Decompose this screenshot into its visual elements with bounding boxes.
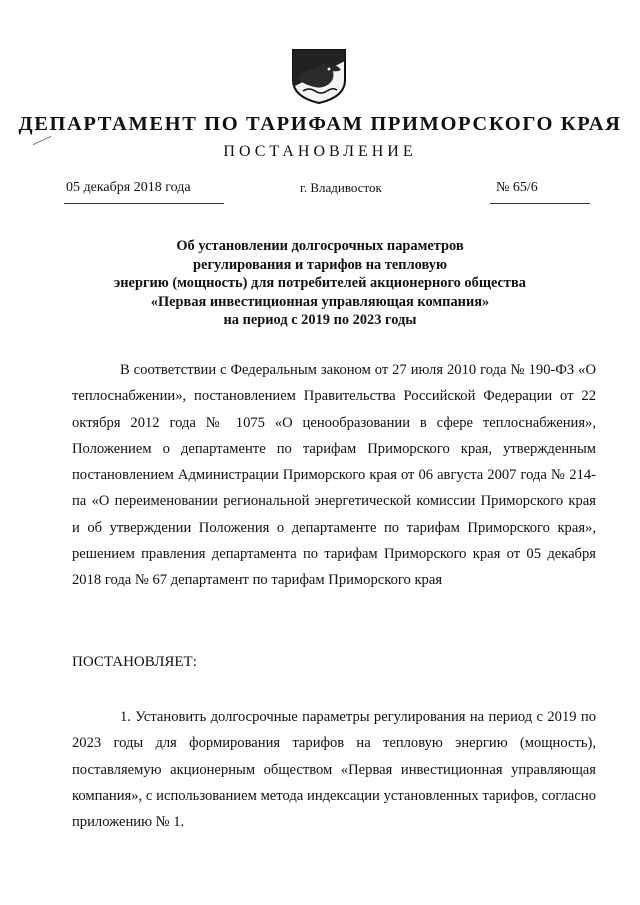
coat-of-arms-icon: [289, 47, 349, 105]
document-date: 05 декабря 2018 года: [66, 180, 191, 195]
document-type: ПОСТАНОВЛЕНИЕ: [223, 143, 417, 160]
decree-word: ПОСТАНОВЛЯЕТ:: [72, 654, 197, 670]
item-1-paragraph: 1. Установить долгосрочные параметры регулирования на период с 2019 по 2023 годы для формирования тарифов на тепловую энергию (мощность), поставляемую акционерным обществом «Первая инвестиционная управляющая компания», с использованием метода индексации установленных тарифов, согласно приложению № 1.: [72, 709, 596, 831]
title-line: регулирования и тарифов на тепловую: [193, 256, 447, 273]
department-title: ДЕПАРТАМЕНТ ПО ТАРИФАМ ПРИМОРСКОГО КРАЯ: [18, 113, 622, 135]
document-number: № 65/6: [496, 180, 538, 195]
document-title: [90, 237, 550, 330]
title-line: «Первая инвестиционная управляющая компания»: [150, 293, 490, 310]
preamble-paragraph: В соответствии с Федеральным законом от 27 июля 2010 года № 190-ФЗ «О теплоснабжении», постановлением Правительства Российской Федерации от 22 октября 2012 года № 1075 «О ценообразовании в сфере теплоснабжения», Положением о департаменте по тарифам Приморского края, утвержденным постановлением Администрации Приморского края от 06 августа 2007 года № 214-па «О переименовании региональной энергетической комиссии Приморского края и об утверждении Положения о департаменте по тарифам Приморского края», решением правления департамента по тарифам Приморского края от 05 декабря 2018 года № 67 департамент по тарифам Приморского края: [72, 362, 596, 589]
title-line: на период с 2019 по 2023 годы: [223, 312, 417, 329]
number-underline: [490, 203, 590, 204]
title-line: Об установлении долгосрочных параметров: [176, 238, 464, 254]
document-city: г. Владивосток: [300, 180, 382, 195]
title-line: энергию (мощность) для потребителей акционерного общества: [114, 275, 526, 292]
date-underline: [64, 203, 224, 204]
